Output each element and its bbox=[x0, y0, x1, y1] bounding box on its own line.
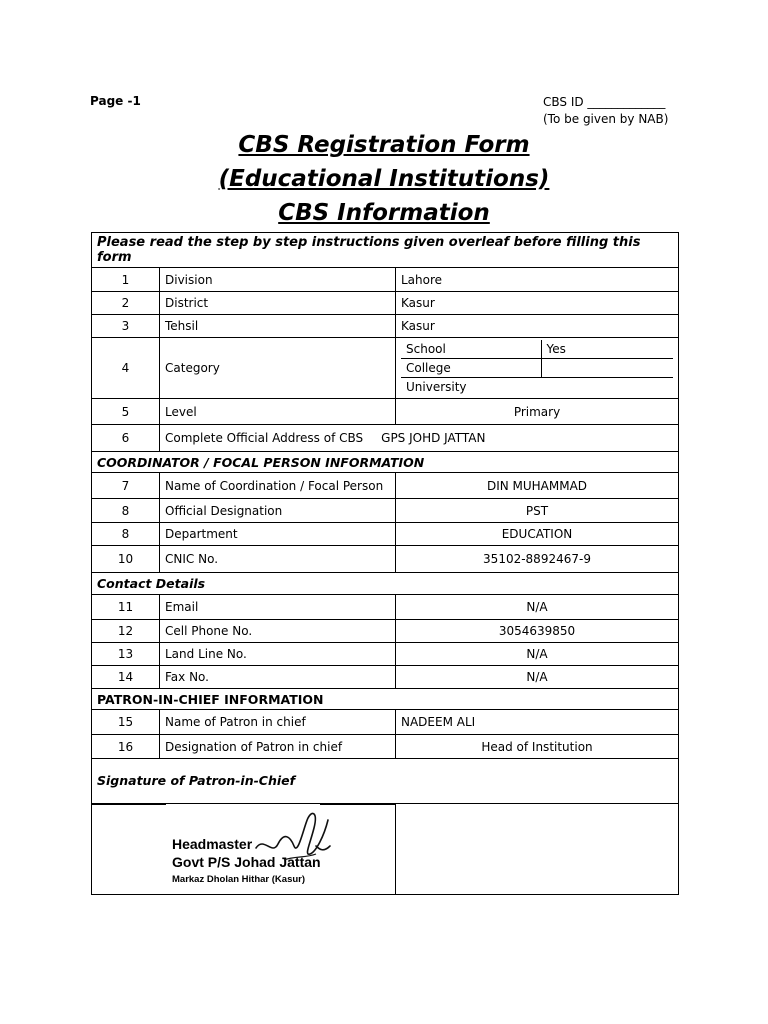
form-row bbox=[92, 643, 679, 666]
email-value[interactable]: N/A bbox=[396, 595, 679, 620]
row-label: Email bbox=[160, 595, 396, 620]
coordinator-section-heading: COORDINATOR / FOCAL PERSON INFORMATION bbox=[92, 452, 679, 473]
category-university-value[interactable] bbox=[541, 378, 673, 397]
form-row bbox=[92, 338, 679, 399]
form-row bbox=[92, 710, 679, 735]
form-row bbox=[92, 735, 679, 759]
row-number: 15 bbox=[92, 710, 160, 735]
row-number: 3 bbox=[92, 315, 160, 338]
row-number: 10 bbox=[92, 546, 160, 573]
headmaster-stamp bbox=[172, 816, 332, 896]
row-label: Official Designation bbox=[160, 499, 396, 523]
form-row bbox=[92, 546, 679, 573]
category-college-label: College bbox=[401, 359, 541, 378]
signature-line-right bbox=[320, 804, 396, 805]
registration-form-table bbox=[91, 232, 679, 895]
form-row bbox=[92, 499, 679, 523]
row-label: Cell Phone No. bbox=[160, 620, 396, 643]
cbs-id-block bbox=[543, 94, 668, 128]
patron-name-value[interactable]: NADEEM ALI bbox=[396, 710, 679, 735]
form-subtitle: (Educational Institutions) bbox=[218, 166, 550, 192]
row-label: Category bbox=[160, 338, 396, 399]
form-title: CBS Registration Form bbox=[238, 132, 530, 158]
form-row bbox=[92, 425, 679, 452]
contact-section-heading: Contact Details bbox=[92, 573, 679, 595]
form-row bbox=[92, 620, 679, 643]
signature-label: Signature of Patron-in-Chief bbox=[92, 759, 679, 804]
row-number: 7 bbox=[92, 473, 160, 499]
level-value[interactable]: Primary bbox=[396, 399, 679, 425]
row-number: 13 bbox=[92, 643, 160, 666]
tehsil-value[interactable]: Kasur bbox=[396, 315, 679, 338]
designation-value[interactable]: PST bbox=[396, 499, 679, 523]
row-number: 1 bbox=[92, 268, 160, 292]
row-label: Tehsil bbox=[160, 315, 396, 338]
address-row bbox=[160, 425, 679, 452]
division-value[interactable]: Lahore bbox=[396, 268, 679, 292]
row-label: Name of Patron in chief bbox=[160, 710, 396, 735]
row-number: 2 bbox=[92, 292, 160, 315]
patron-designation-value[interactable]: Head of Institution bbox=[396, 735, 679, 759]
form-row bbox=[92, 292, 679, 315]
category-college-value[interactable] bbox=[541, 359, 673, 378]
category-school-value[interactable]: Yes bbox=[541, 340, 673, 359]
form-row bbox=[92, 595, 679, 620]
stamp-line-1: Headmaster bbox=[172, 836, 253, 852]
row-number: 14 bbox=[92, 666, 160, 689]
stamp-line-2: Govt P/S Johad Jattan bbox=[172, 854, 321, 870]
cbs-id-field[interactable]: CBS ID _____________ bbox=[543, 95, 666, 109]
stamp-line-3: Markaz Dholan Hithar (Kasur) bbox=[172, 874, 306, 885]
landline-value[interactable]: N/A bbox=[396, 643, 679, 666]
row-number: 8 bbox=[92, 523, 160, 546]
section-title: CBS Information bbox=[278, 200, 490, 226]
form-row bbox=[92, 666, 679, 689]
row-number: 6 bbox=[92, 425, 160, 452]
form-row bbox=[92, 523, 679, 546]
row-label: Department bbox=[160, 523, 396, 546]
row-label: Level bbox=[160, 399, 396, 425]
row-label: Land Line No. bbox=[160, 643, 396, 666]
fax-value[interactable]: N/A bbox=[396, 666, 679, 689]
row-label: Name of Coordination / Focal Person bbox=[160, 473, 396, 499]
row-number: 5 bbox=[92, 399, 160, 425]
signature-date-box[interactable] bbox=[396, 804, 679, 895]
row-label: Complete Official Address of CBS bbox=[165, 431, 364, 445]
row-number: 16 bbox=[92, 735, 160, 759]
row-number: 8 bbox=[92, 499, 160, 523]
row-number: 4 bbox=[92, 338, 160, 399]
row-label: CNIC No. bbox=[160, 546, 396, 573]
address-value[interactable]: GPS JOHD JATTAN bbox=[381, 431, 486, 445]
handwritten-signature-icon bbox=[254, 806, 334, 876]
patron-section-heading: PATRON-IN-CHIEF INFORMATION bbox=[92, 689, 679, 710]
form-title-block bbox=[0, 128, 768, 230]
row-label: Fax No. bbox=[160, 666, 396, 689]
row-label: Division bbox=[160, 268, 396, 292]
instruction-text: Please read the step by step instructions given overleaf before filling this form bbox=[92, 233, 679, 268]
signature-box[interactable] bbox=[92, 804, 396, 895]
row-number: 11 bbox=[92, 595, 160, 620]
category-options bbox=[396, 338, 679, 399]
cell-phone-value[interactable]: 3054639850 bbox=[396, 620, 679, 643]
district-value[interactable]: Kasur bbox=[396, 292, 679, 315]
category-university-label: University bbox=[401, 378, 541, 397]
page-number: Page -1 bbox=[90, 94, 141, 108]
form-row bbox=[92, 315, 679, 338]
focal-person-value[interactable]: DIN MUHAMMAD bbox=[396, 473, 679, 499]
form-row bbox=[92, 399, 679, 425]
category-school-label: School bbox=[406, 342, 446, 356]
form-row bbox=[92, 268, 679, 292]
row-label: Designation of Patron in chief bbox=[160, 735, 396, 759]
row-number: 12 bbox=[92, 620, 160, 643]
row-label: District bbox=[160, 292, 396, 315]
form-row bbox=[92, 473, 679, 499]
cbs-id-note: (To be given by NAB) bbox=[543, 112, 669, 126]
department-value[interactable]: EDUCATION bbox=[396, 523, 679, 546]
cnic-value[interactable]: 35102-8892467-9 bbox=[396, 546, 679, 573]
signature-line-left bbox=[92, 804, 166, 805]
